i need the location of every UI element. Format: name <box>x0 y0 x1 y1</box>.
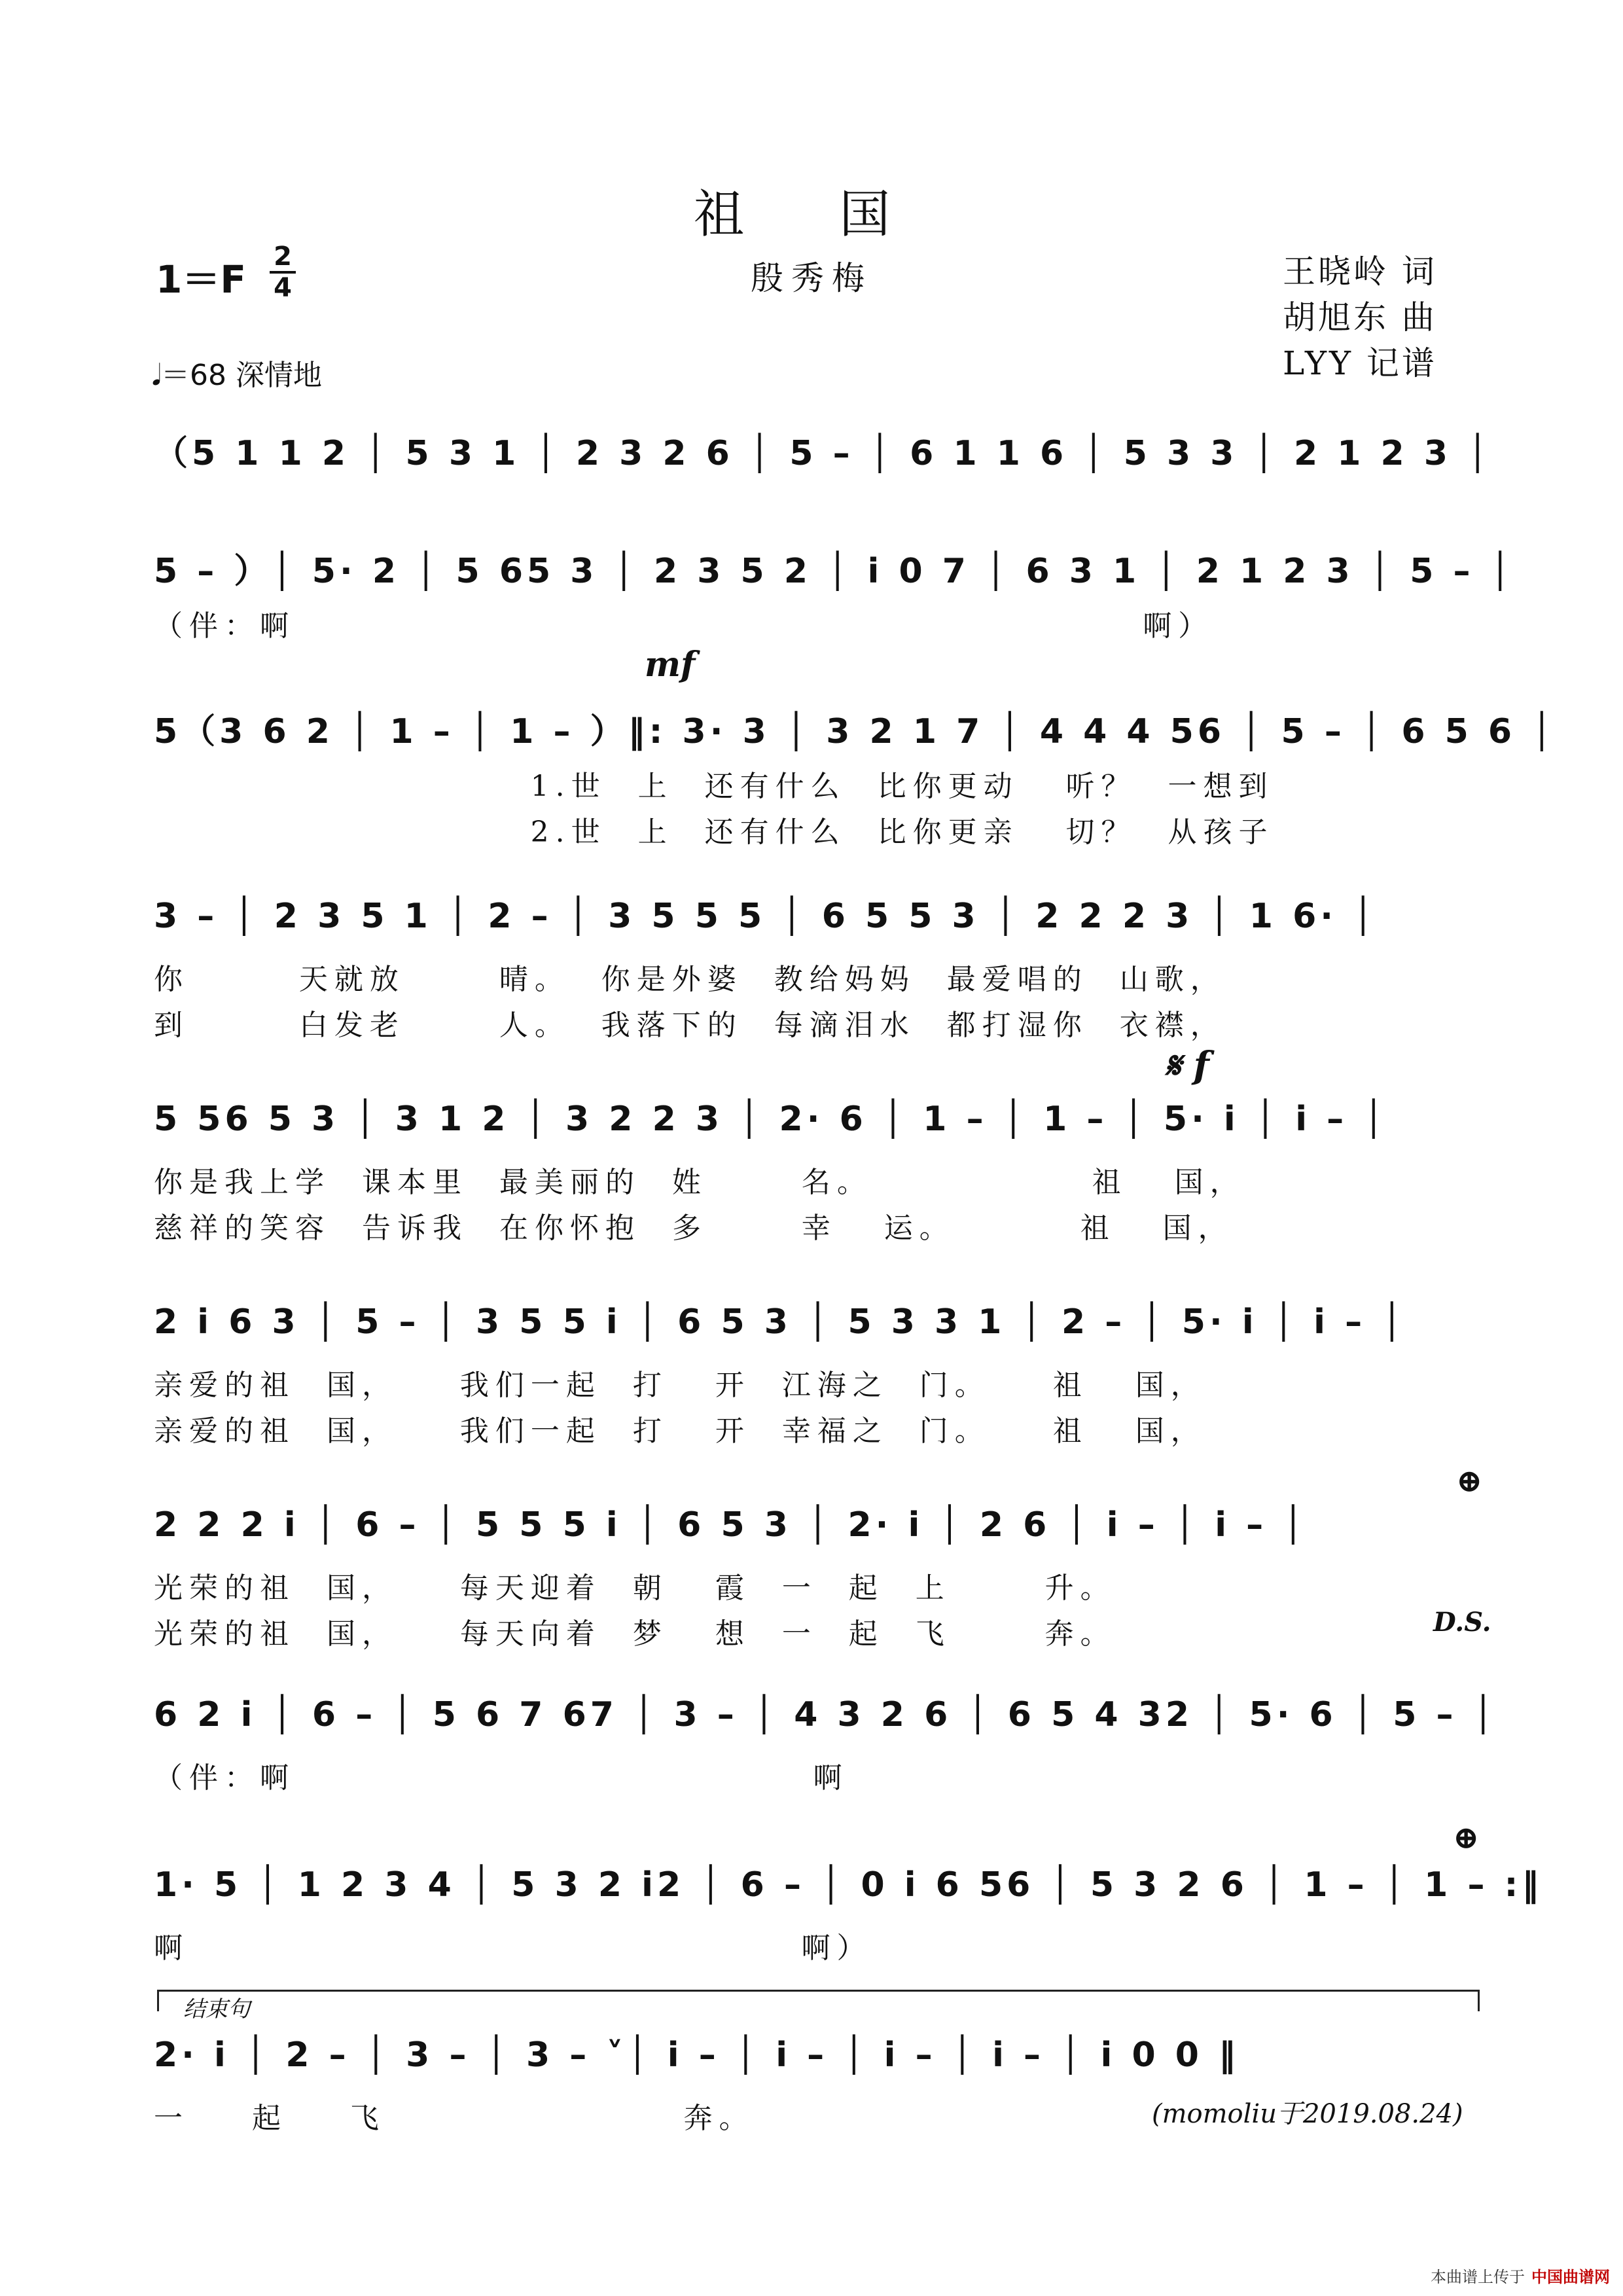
footer-text: 本曲谱上传于 <box>1431 2268 1525 2286</box>
lyric-line-2: 光荣的祖 国， 每天向着 梦 想 一 起 飞 奔。 <box>154 1617 1116 1651</box>
ending-bracket <box>157 1990 1480 2011</box>
lyric-line-1: （伴：啊 啊） <box>154 609 1214 643</box>
time-signature-top: 2 <box>274 242 292 272</box>
lyric-line-2: 慈祥的笑容 告诉我 在你怀抱 多 幸 运。 祖 国， <box>154 1211 1234 1245</box>
lyric-line-1: 1.世 上 还有什么 比你更动 听？ 一想到 <box>154 770 1274 803</box>
lyric-line-1: 你是我上学 课本里 最美丽的 姓 名。 祖 国， <box>154 1166 1245 1199</box>
signature-note: (momoliu于2019.08.24) <box>1152 2099 1463 2129</box>
time-signature <box>270 243 296 301</box>
notation-line: 2· i │ 2 – │ 3 – │ 3 – ˅│ i – │ i – │ i – │ i – │ i 0 0 ‖ <box>154 2036 1240 2075</box>
notation-line: 2 2 2 i │ 6 – │ 5 5 5 i │ 6 5 3 │ 2· i │ 2 6 │ i – │ i – │ <box>154 1505 1308 1545</box>
segno-forte-mark: 𝄋 f <box>1165 1044 1209 1087</box>
tempo-marking: 𝅘𝅥＝68 深情地 <box>152 359 322 392</box>
lyric-line-2: 亲爱的祖 国， 我们一起 打 开 幸福之 门。 祖 国， <box>154 1414 1206 1448</box>
coda-icon: ⊕ <box>1456 1463 1483 1499</box>
footer-brand: 中国曲谱网 <box>1531 2268 1610 2286</box>
dynamic-mf: mf <box>645 645 696 685</box>
singer-name: 殷秀梅 <box>751 259 872 297</box>
time-signature-bottom: 4 <box>274 273 292 303</box>
lyric-line-1: 亲爱的祖 国， 我们一起 打 开 江海之 门。 祖 国， <box>154 1369 1206 1402</box>
page-title: 祖 国 <box>693 185 930 244</box>
lyric-line-1: 一 起 飞 奔。 <box>154 2102 755 2135</box>
lyric-line-1: 你 天就放 晴。 你是外婆 教给妈妈 最爱唱的 山歌， <box>154 963 1226 996</box>
notation-line: 2 i 6 3 │ 5 – │ 3 5 5 i │ 6 5 3 │ 5 3 3 1 │ 2 – │ 5· i │ i – │ <box>154 1302 1406 1342</box>
notation-line: （5 1 1 2 │ 5 3 1 │ 2 3 2 6 │ 5 – │ 6 1 1 6 │ 5 3 3 │ 2 1 2 3 │ <box>154 434 1492 473</box>
lyric-line-2: 到 白发老 人。 我落下的 每滴泪水 都打湿你 衣襟， <box>154 1009 1226 1042</box>
lyric-line-1: 光荣的祖 国， 每天迎着 朝 霞 一 起 上 升。 <box>154 1571 1116 1605</box>
notation-line: 1· 5 │ 1 2 3 4 │ 5 3 2 i2 │ 6 – │ 0 i 6 56 │ 5 3 2 6 │ 1 – │ 1 – :‖ <box>154 1865 1543 1905</box>
notation-line: 6 2 i │ 6 – │ 5 6 7 67 │ 3 – │ 4 3 2 6 │ 6 5 4 32 │ 5· 6 │ 5 – │ <box>154 1695 1497 1734</box>
notation-line: 3 – │ 2 3 5 1 │ 2 – │ 3 5 5 5 │ 6 5 5 3 │ 2 2 2 3 │ 1 6· │ <box>154 897 1378 936</box>
ending-label: 结束句 <box>183 1996 250 2022</box>
notation-line: 5 56 5 3 │ 3 1 2 │ 3 2 2 3 │ 2· 6 │ 1 – │ 1 – │ 5· i │ i – │ <box>154 1100 1388 1139</box>
composer-credit: 胡旭东 曲 <box>1283 298 1437 336</box>
footer-watermark <box>1431 2264 1610 2287</box>
transcriber-credit: LYY 记谱 <box>1283 344 1437 382</box>
ds-mark: D.S. <box>1433 1607 1491 1638</box>
coda-icon: ⊕ <box>1453 1820 1480 1856</box>
lyric-line-2: 2.世 上 还有什么 比你更亲 切？ 从孩子 <box>154 816 1274 849</box>
lyricist-credit: 王晓岭 词 <box>1283 253 1437 291</box>
notation-line: 5（3 6 2 │ 1 – │ 1 – ）‖: 3· 3 │ 3 2 1 7 │ 4 4 4 56 │ 5 – │ 6 5 6 │ <box>154 712 1556 751</box>
lyric-line-1: 啊 啊） <box>154 1931 872 1965</box>
notation-line: 5 – ）│ 5· 2 │ 5 65 3 │ 2 3 5 2 │ i 0 7 │ 6 3 1 │ 2 1 2 3 │ 5 – │ <box>154 552 1514 591</box>
key-signature: 1＝F <box>156 257 246 302</box>
lyric-line-1: （伴：啊 啊 <box>154 1761 849 1795</box>
